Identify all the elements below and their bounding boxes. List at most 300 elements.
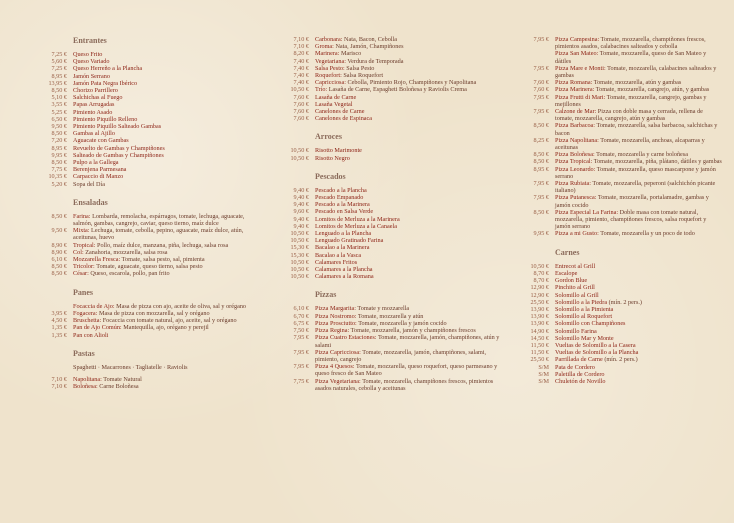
menu-item [40, 256, 248, 263]
menu-item-name: Pizza a mi Gusto: [555, 230, 599, 238]
menu-item-price: 9,95 € [51, 151, 67, 159]
menu-item [282, 334, 502, 348]
menu-item-name: Pata de Cordero [555, 363, 595, 371]
menu-item-price: 25,50 € [530, 298, 549, 306]
menu-item-name: Pan con Alioli [73, 331, 109, 339]
menu-item-name: Col: [73, 248, 84, 256]
menu-item-name: Calamares a la Romana [315, 273, 374, 281]
menu-item-price: 9,40 € [293, 222, 309, 230]
menu-item-price: 7,95 € [533, 108, 549, 116]
menu-item [282, 155, 502, 162]
menu-item-name: Tropical: [73, 241, 96, 249]
menu-item-desc: Masa de pizza con ajo, aceite de oliva, sal y orégano [114, 302, 247, 310]
menu-item-name: Calamares a la Plancha [315, 266, 373, 274]
menu-item-price: 10,50 € [290, 266, 309, 274]
menu-item [522, 180, 722, 194]
menu-item [282, 187, 502, 194]
menu-item [40, 65, 248, 72]
menu-item-name: Carbonara: [315, 36, 343, 43]
menu-item-name: Lenguado a la Plancha [315, 230, 372, 238]
menu-item [522, 335, 722, 342]
menu-item-name: Marinera: [315, 50, 340, 58]
menu-item-price: 9,40 € [293, 194, 309, 202]
menu-item-name: Trío: [315, 86, 328, 94]
menu-item-name: Vueltas de Solomillo a la Plancha [555, 349, 639, 357]
menu-item-price: 12,90 € [530, 291, 549, 299]
menu-item-name: Bruschetta: [73, 317, 102, 325]
menu-item-price: 6,70 € [293, 312, 309, 320]
menu-item-desc: Sopa del Día [73, 180, 105, 188]
menu-item-price: 13,90 € [530, 320, 549, 328]
menu-item-price: 7,60 € [533, 79, 549, 87]
menu-item-name: Pizza Regina: [315, 327, 350, 335]
list-pastas-cont [282, 36, 502, 122]
menu-item [522, 371, 722, 378]
menu-item-price: 7,10 € [51, 375, 67, 383]
menu-item-name: Pizza Mare e Monti: [555, 64, 606, 72]
menu-item-name: Pizza Rubiata: [555, 180, 591, 188]
menu-item-desc: Tomate, mozzarella y jamón cocido [356, 319, 447, 327]
menu-item-name: Lasaña de Carne [315, 93, 357, 101]
menu-item-desc: Lasaña de Carne, Espagheti Boloñesa y Raviolis Crema [327, 86, 467, 94]
menu-item [282, 320, 502, 327]
menu-item [282, 237, 502, 244]
menu-item-name: Pizza Prosciutto: [315, 319, 357, 327]
menu-item-name: Berenjena Parmesana [73, 166, 127, 174]
menu-item-desc: Tomate, mozzarella, jamón, champiñones, salami, pimiento, cangrejo [315, 348, 487, 363]
menu-item-name: Pizza San Mateo: [555, 50, 599, 58]
menu-item-name: Pimiento Asado [73, 108, 113, 116]
menu-item [282, 43, 502, 50]
menu-item-desc: Salsa Roquefort [341, 72, 384, 80]
menu-item [40, 73, 248, 80]
menu-item-name: Salteado de Gambas y Champiñones [73, 151, 164, 159]
menu-item [522, 328, 722, 335]
menu-item-price: 15,30 € [290, 251, 309, 259]
menu-item-name: Gambas al Ajillo [73, 130, 115, 138]
menu-item-name: Pizza Boloñesa: [555, 151, 595, 159]
menu-item-name: Pescado a la Plancha [315, 186, 367, 194]
menu-item-price: 7,50 € [293, 327, 309, 335]
menu-item [282, 94, 502, 101]
menu-item-price: 8,90 € [51, 248, 67, 256]
menu-item [282, 208, 502, 215]
menu-item-price: 7,95 € [293, 334, 309, 342]
menu-item [282, 86, 502, 93]
menu-item-price: 13,90 € [530, 313, 549, 321]
menu-item [282, 230, 502, 237]
menu-item-desc: Tomate, mozzarella, calabacines salteados y gambas [555, 64, 717, 80]
menu-item-name: Queso Frito [73, 51, 103, 58]
menu-item-name: Lenguado Gratinado Farina [315, 237, 384, 245]
menu-item [282, 147, 502, 154]
menu-item [522, 277, 722, 284]
menu-item-name: Queso Herreño a la Plancha [73, 65, 143, 73]
menu-item-name: Pulpo a la Gallega [73, 159, 119, 167]
menu-item-desc: Queso, escarola, pollo, pan frito [88, 270, 170, 278]
menu-item [522, 320, 722, 327]
section-title-carnes: Carnes [555, 247, 580, 257]
menu-item-price: 7,60 € [293, 108, 309, 116]
menu-item-name: Pescado en Salsa Verde [315, 208, 374, 216]
menu-item [40, 87, 248, 94]
menu-item [522, 36, 722, 50]
menu-item [282, 244, 502, 251]
menu-item [40, 58, 248, 65]
column-2 [282, 36, 502, 392]
menu-item-price: 7,60 € [293, 115, 309, 123]
menu-item-name: Pizza Capricciosa: [315, 348, 361, 356]
menu-item-name: Capricciosa: [315, 79, 346, 87]
menu-item [40, 166, 248, 173]
menu-item-price: 1,35 € [51, 324, 67, 332]
menu-item-name: Revuelto de Gambas y Champiñones [73, 144, 165, 152]
menu-item-name: Risotto Negro [315, 154, 350, 162]
menu-item-name: Parrillada de Carne [555, 356, 603, 364]
menu-item-name: Solomillo a la Pimienta [555, 305, 614, 313]
menu-item-desc: Lechuga, tomate, cebolla, pepino, aguacate, maíz dulce, atún, aceitunas, huevo [73, 227, 244, 242]
menu-item [40, 324, 248, 331]
menu-item [282, 36, 502, 43]
menu-item-desc: Tomate, mozzarella, champiñones frescos, pimientos asados, calabacines salteados y cebolla [555, 36, 706, 51]
menu-item-price: 9,40 € [293, 201, 309, 209]
menu-item-desc: Tomate, mozzarella, cangrejo, atún, y gambas [594, 86, 710, 94]
menu-item-desc: Zanahoria, mozzarella, salsa rosa [83, 248, 168, 256]
menu-item [40, 101, 248, 108]
menu-item-desc: (mín. 2 pers.) [607, 298, 642, 306]
list-carnes [522, 263, 722, 385]
menu-item-name: Lomitos de Merluza a la Marinera [315, 215, 400, 223]
section-title-entrantes: Entrantes [73, 36, 107, 45]
menu-item-desc: Salsa Pesto [344, 64, 375, 72]
menu-item [282, 313, 502, 320]
menu-item-price: 7,95 € [293, 363, 309, 371]
list-entrantes [40, 51, 248, 188]
menu-item-desc: Cebolla, Pimiento Rojo, Champiñones y Napolitana [345, 79, 477, 87]
menu-item [522, 349, 722, 356]
menu-item-name: Lasaña Vegetal [315, 100, 353, 108]
menu-item-price: 10,50 € [290, 154, 309, 162]
menu-item-name: Pinchito al Grill [555, 284, 595, 292]
menu-item [40, 80, 248, 87]
menu-item [282, 349, 502, 363]
menu-item-name: Fogacera: [73, 309, 98, 317]
menu-item-price: 6,50 € [51, 115, 67, 123]
menu-item-desc: Tomate, mozzarella, piña, plátano, dátiles y gambas [592, 158, 722, 166]
menu-item [282, 363, 502, 377]
menu-item-price: 5,10 € [51, 94, 67, 102]
menu-item-price: 10,50 € [290, 86, 309, 94]
menu-item-name: Pizza Campesina: [555, 36, 600, 43]
menu-item-price: 7,20 € [51, 137, 67, 145]
section-title-pastas: Pastas [73, 348, 95, 358]
menu-item [282, 115, 502, 122]
menu-item-price: 10,50 € [290, 230, 309, 238]
menu-item-price: 7,25 € [51, 51, 67, 58]
menu-item-price: 7,60 € [293, 100, 309, 108]
menu-item-name: Solomillo Mar y Monte [555, 334, 614, 342]
menu-item [522, 209, 722, 231]
menu-item [522, 94, 722, 108]
menu-item-name: Boloñesa: [73, 382, 98, 390]
menu-item [40, 173, 248, 180]
menu-item-name: Solomillo a la Piedra [555, 298, 608, 306]
menu-item [522, 364, 722, 371]
menu-item-name: Bacalao a la Marinera [315, 244, 370, 252]
menu-item-name: Canelones de Espinaca [315, 115, 373, 123]
menu-item [282, 101, 502, 108]
menu-item-name: Jamón Serrano [73, 72, 110, 80]
menu-item-desc: Nata, Jamón, Champiñones [333, 43, 404, 51]
menu-item-desc: Tomate, mozzarella, queso mascarpone y jamón serrano [555, 165, 716, 180]
menu-item [522, 151, 722, 158]
menu-item [522, 356, 722, 363]
menu-item-price: 7,75 € [51, 166, 67, 174]
menu-item-price: 8,50 € [51, 130, 67, 138]
menu-item-price: 8,90 € [51, 241, 67, 249]
section-title-arroces: Arroces [315, 132, 342, 142]
menu-item-name: Pizza Napolitana: [555, 136, 599, 144]
menu-item-name: Mixta: [73, 227, 90, 235]
menu-item-name: Aguacate con Gambas [73, 137, 129, 145]
menu-item-name: Pizza Tropical: [555, 158, 593, 166]
menu-item-name: Entrecot al Grill [555, 262, 596, 270]
menu-item [522, 270, 722, 277]
menu-item-price: 13,90 € [530, 305, 549, 313]
menu-item [282, 273, 502, 280]
menu-item-price: 25,50 € [530, 356, 549, 364]
menu-item-price: 9,40 € [293, 215, 309, 223]
column-1 [40, 36, 248, 390]
menu-item-price: 8,25 € [533, 136, 549, 144]
menu-item-name: Salchichas al Fuego [73, 94, 123, 102]
menu-item-desc: Tomate y mozzarella [355, 305, 410, 313]
menu-item-desc: Focaccia con tomate natural, ajo, aceite, sal y orégano [101, 317, 237, 325]
menu-item [40, 116, 248, 123]
menu-item-name: Pizza Nostromo: [315, 312, 357, 320]
menu-item [40, 270, 248, 277]
menu-item-price: 7,95 € [533, 64, 549, 72]
list-pizzas [282, 305, 502, 391]
menu-item-name: Groma: [315, 43, 334, 51]
menu-item [522, 65, 722, 79]
menu-item-name: Pizza Barbacoa: [555, 122, 596, 130]
menu-item-desc: Tomate, mozzarella, peperoni (salchichón picante italiano) [555, 180, 716, 195]
menu-item-desc: Carne Boloñesa [97, 382, 139, 390]
menu-item [40, 263, 248, 270]
menu-item-price: 9,50 € [51, 227, 67, 235]
menu-item-price: 8,70 € [533, 277, 549, 285]
menu-item-price: 10,50 € [290, 147, 309, 155]
menu-item-name: Pimiento Piquillo Relleno [73, 115, 138, 123]
menu-item-price: 10,35 € [48, 173, 67, 181]
menu-item-name: Vueltas de Solomillo a la Casera [555, 341, 636, 349]
menu-item-price: 5,25 € [51, 108, 67, 116]
menu-item-price: 13,95 € [48, 79, 67, 87]
menu-item-desc: Tomate, salsa pesto, sal, pimienta [120, 256, 205, 264]
menu-item [40, 249, 248, 256]
menu-item-price: 8,70 € [533, 269, 549, 277]
menu-item [522, 299, 722, 306]
menu-item-price: 14,50 € [530, 334, 549, 342]
list-arroces [282, 147, 502, 161]
menu-item-price: 7,10 € [51, 382, 67, 390]
menu-item-name: Pescado a la Marinera [315, 201, 370, 209]
menu-item-desc: Pollo, maíz dulce, manzana, piña, lechuga, salsa rosa [95, 241, 229, 249]
menu-item-price: 3,55 € [51, 101, 67, 109]
menu-item-name: Pizza Especial La Farina: [555, 208, 619, 216]
menu-item-desc: Tomate, mozzarella, atún y gambas [592, 79, 682, 87]
list-panes [40, 303, 248, 339]
menu-item [522, 79, 722, 86]
menu-item-price: 7,95 € [293, 348, 309, 356]
menu-item-price: 10,50 € [290, 273, 309, 281]
menu-item-price: 9,40 € [293, 186, 309, 194]
menu-item-price: 11,50 € [530, 349, 549, 357]
menu-item-desc: Mantequilla, ajo, orégano y perejil [121, 324, 209, 332]
menu-item-desc: Tomate, mozzarella, cangrejo, gambas y mejillones [555, 93, 707, 108]
menu-item [522, 86, 722, 93]
menu-item-name: Pizza Romana: [555, 79, 593, 87]
list-pescados [282, 187, 502, 281]
menu-item-price: 7,95 € [533, 180, 549, 188]
menu-item [522, 158, 722, 165]
menu-item [522, 342, 722, 349]
menu-item [522, 230, 722, 237]
menu-item-desc: Tomate, mozzarella, queso roquefort, queso parmesano y queso fresco de San Mateo [315, 363, 498, 378]
menu-item-name: Mozzarella Fresca: [73, 256, 121, 264]
menu-item-name: Bacalao a la Vasca [315, 251, 362, 259]
menu-item [522, 263, 722, 270]
menu-item [40, 227, 248, 241]
menu-item-price: 9,95 € [533, 230, 549, 238]
menu-item-desc: Lombarda, remolacha, espárragos, tomate, lechuga, aguacate, salmón, gambas, cangrejo, caviar, queso tierno, maíz dulce [73, 212, 245, 228]
menu-item [40, 376, 248, 383]
menu-item-name: Tricolor: [73, 263, 95, 271]
menu-item-desc: Tomate, mozzarella, queso de San Mateo y dátiles [555, 50, 707, 65]
menu-item-price: 9,50 € [51, 123, 67, 131]
menu-item-name: Farina: [73, 212, 91, 220]
pastas-types: Spaghetti · Macarrones · Tagliatelle · Raviolis [73, 363, 188, 371]
menu-item [40, 130, 248, 137]
menu-item-price: 12,90 € [530, 284, 549, 292]
menu-item-name: Escalope [555, 269, 578, 277]
menu-item-price: 8,50 € [51, 212, 67, 220]
menu-item [40, 181, 248, 188]
menu-item-price: 8,50 € [533, 208, 549, 216]
menu-item-name: Gordon Blue [555, 277, 588, 285]
menu-item-price: 15,30 € [290, 244, 309, 252]
menu-item [282, 50, 502, 57]
menu-item-price: 5,20 € [51, 180, 67, 188]
menu-item-price: 6,75 € [293, 319, 309, 327]
menu-item-price: 7,75 € [293, 377, 309, 385]
menu-item-desc: Pizza con doble masa y cerrada, rellena de tomate, mozzarella, cangrejo, atún y gambas [555, 108, 703, 123]
menu-item [522, 306, 722, 313]
menu-item [40, 303, 248, 310]
menu-item-price: 7,95 € [533, 194, 549, 202]
menu-item [282, 79, 502, 86]
menu-item-desc: Masa de pizza con mozzarella, sal y orégano [97, 309, 210, 317]
menu-item [522, 194, 722, 208]
menu-item [522, 284, 722, 291]
menu-item [282, 252, 502, 259]
menu-item-desc: Tomate, mozzarella, anchoas, alcaparras y aceitunas [555, 136, 705, 152]
menu-item-price: 7,60 € [533, 86, 549, 94]
menu-item-name: Jamón Pata Negra Ibérico [73, 79, 138, 87]
menu-item-desc: Verdura de Temporada [345, 57, 404, 65]
list-pizzas-cont [522, 36, 722, 238]
column-3 [522, 36, 722, 385]
menu-item-desc: Tomate, mozzarella y un poco de todo [598, 230, 695, 238]
menu-item-price: 8,50 € [533, 158, 549, 166]
menu-item [282, 216, 502, 223]
menu-item-price: 10,50 € [290, 237, 309, 245]
menu-item [40, 310, 248, 317]
menu-item-name: Focaccia de Ajo: [73, 302, 115, 310]
menu-item-price: 7,95 € [533, 36, 549, 43]
menu-item-name: Pizza Vegetariana: [315, 377, 361, 385]
menu-item-price: 11,50 € [530, 341, 549, 349]
menu-item-price: 8,50 € [51, 87, 67, 95]
menu-item [522, 292, 722, 299]
menu-item [282, 201, 502, 208]
menu-item [522, 137, 722, 151]
menu-item-price: 8,50 € [51, 263, 67, 271]
menu-item-desc: Nata, Bacon, Cebolla [342, 36, 397, 43]
menu-item [40, 51, 248, 58]
menu-item-price: 8,95 € [51, 72, 67, 80]
menu-item [40, 317, 248, 324]
menu-item [522, 313, 722, 320]
menu-item-name: Napolitana: [73, 375, 102, 383]
menu-item-price: 1,35 € [51, 331, 67, 339]
menu-item [522, 122, 722, 136]
menu-item-name: Salsa Pesto: [315, 64, 345, 72]
menu-item-name: Pizza Putanesca: [555, 194, 597, 202]
menu-item [522, 50, 722, 64]
menu-item [40, 242, 248, 249]
menu-item-name: César: [73, 270, 89, 278]
menu-item-price: 7,40 € [293, 79, 309, 87]
menu-item-name: Vegetariana: [315, 57, 346, 65]
menu-item [40, 152, 248, 159]
menu-item [282, 327, 502, 334]
menu-item-name: Queso Variado [73, 58, 110, 66]
menu-item-desc: Tomate, mozzarella, portalamadre, gambas y jamón cocido [555, 194, 709, 209]
menu-item-price: 7,40 € [293, 64, 309, 72]
menu-item-name: Pan de Ajo Común: [73, 324, 122, 332]
menu-item-price: 3,95 € [51, 309, 67, 317]
menu-item-name: Calzone de Mar: [555, 108, 597, 116]
menu-item-price: 7,60 € [293, 93, 309, 101]
menu-item-price: 10,50 € [530, 262, 549, 270]
menu-item-price: 6,10 € [293, 305, 309, 313]
section-title-panes: Panes [73, 287, 93, 297]
menu-item-desc: Tomate, aguacate, queso tierno, salsa pesto [94, 263, 203, 271]
menu-item-price: S/M [538, 377, 549, 385]
menu-item-desc: Tomate, mozzarella, salsa barbacoa, salchichas y bacon [555, 122, 718, 137]
menu-item-name: Pizza 4 Quesos: [315, 363, 355, 371]
menu-item-price: 7,10 € [293, 43, 309, 51]
menu-item-name: Canelones de Carne [315, 108, 365, 116]
menu-item-price: 8,50 € [533, 151, 549, 159]
menu-item [282, 305, 502, 312]
menu-item-price: 9,60 € [293, 208, 309, 216]
menu-item-desc: Doble masa con tomate natural, mozzarella, pimiento, champiñones frescos, salsa roquefort y jamón serrano [555, 208, 707, 231]
menu-item-price: S/M [538, 363, 549, 371]
section-title-pizzas: Pizzas [315, 290, 337, 300]
